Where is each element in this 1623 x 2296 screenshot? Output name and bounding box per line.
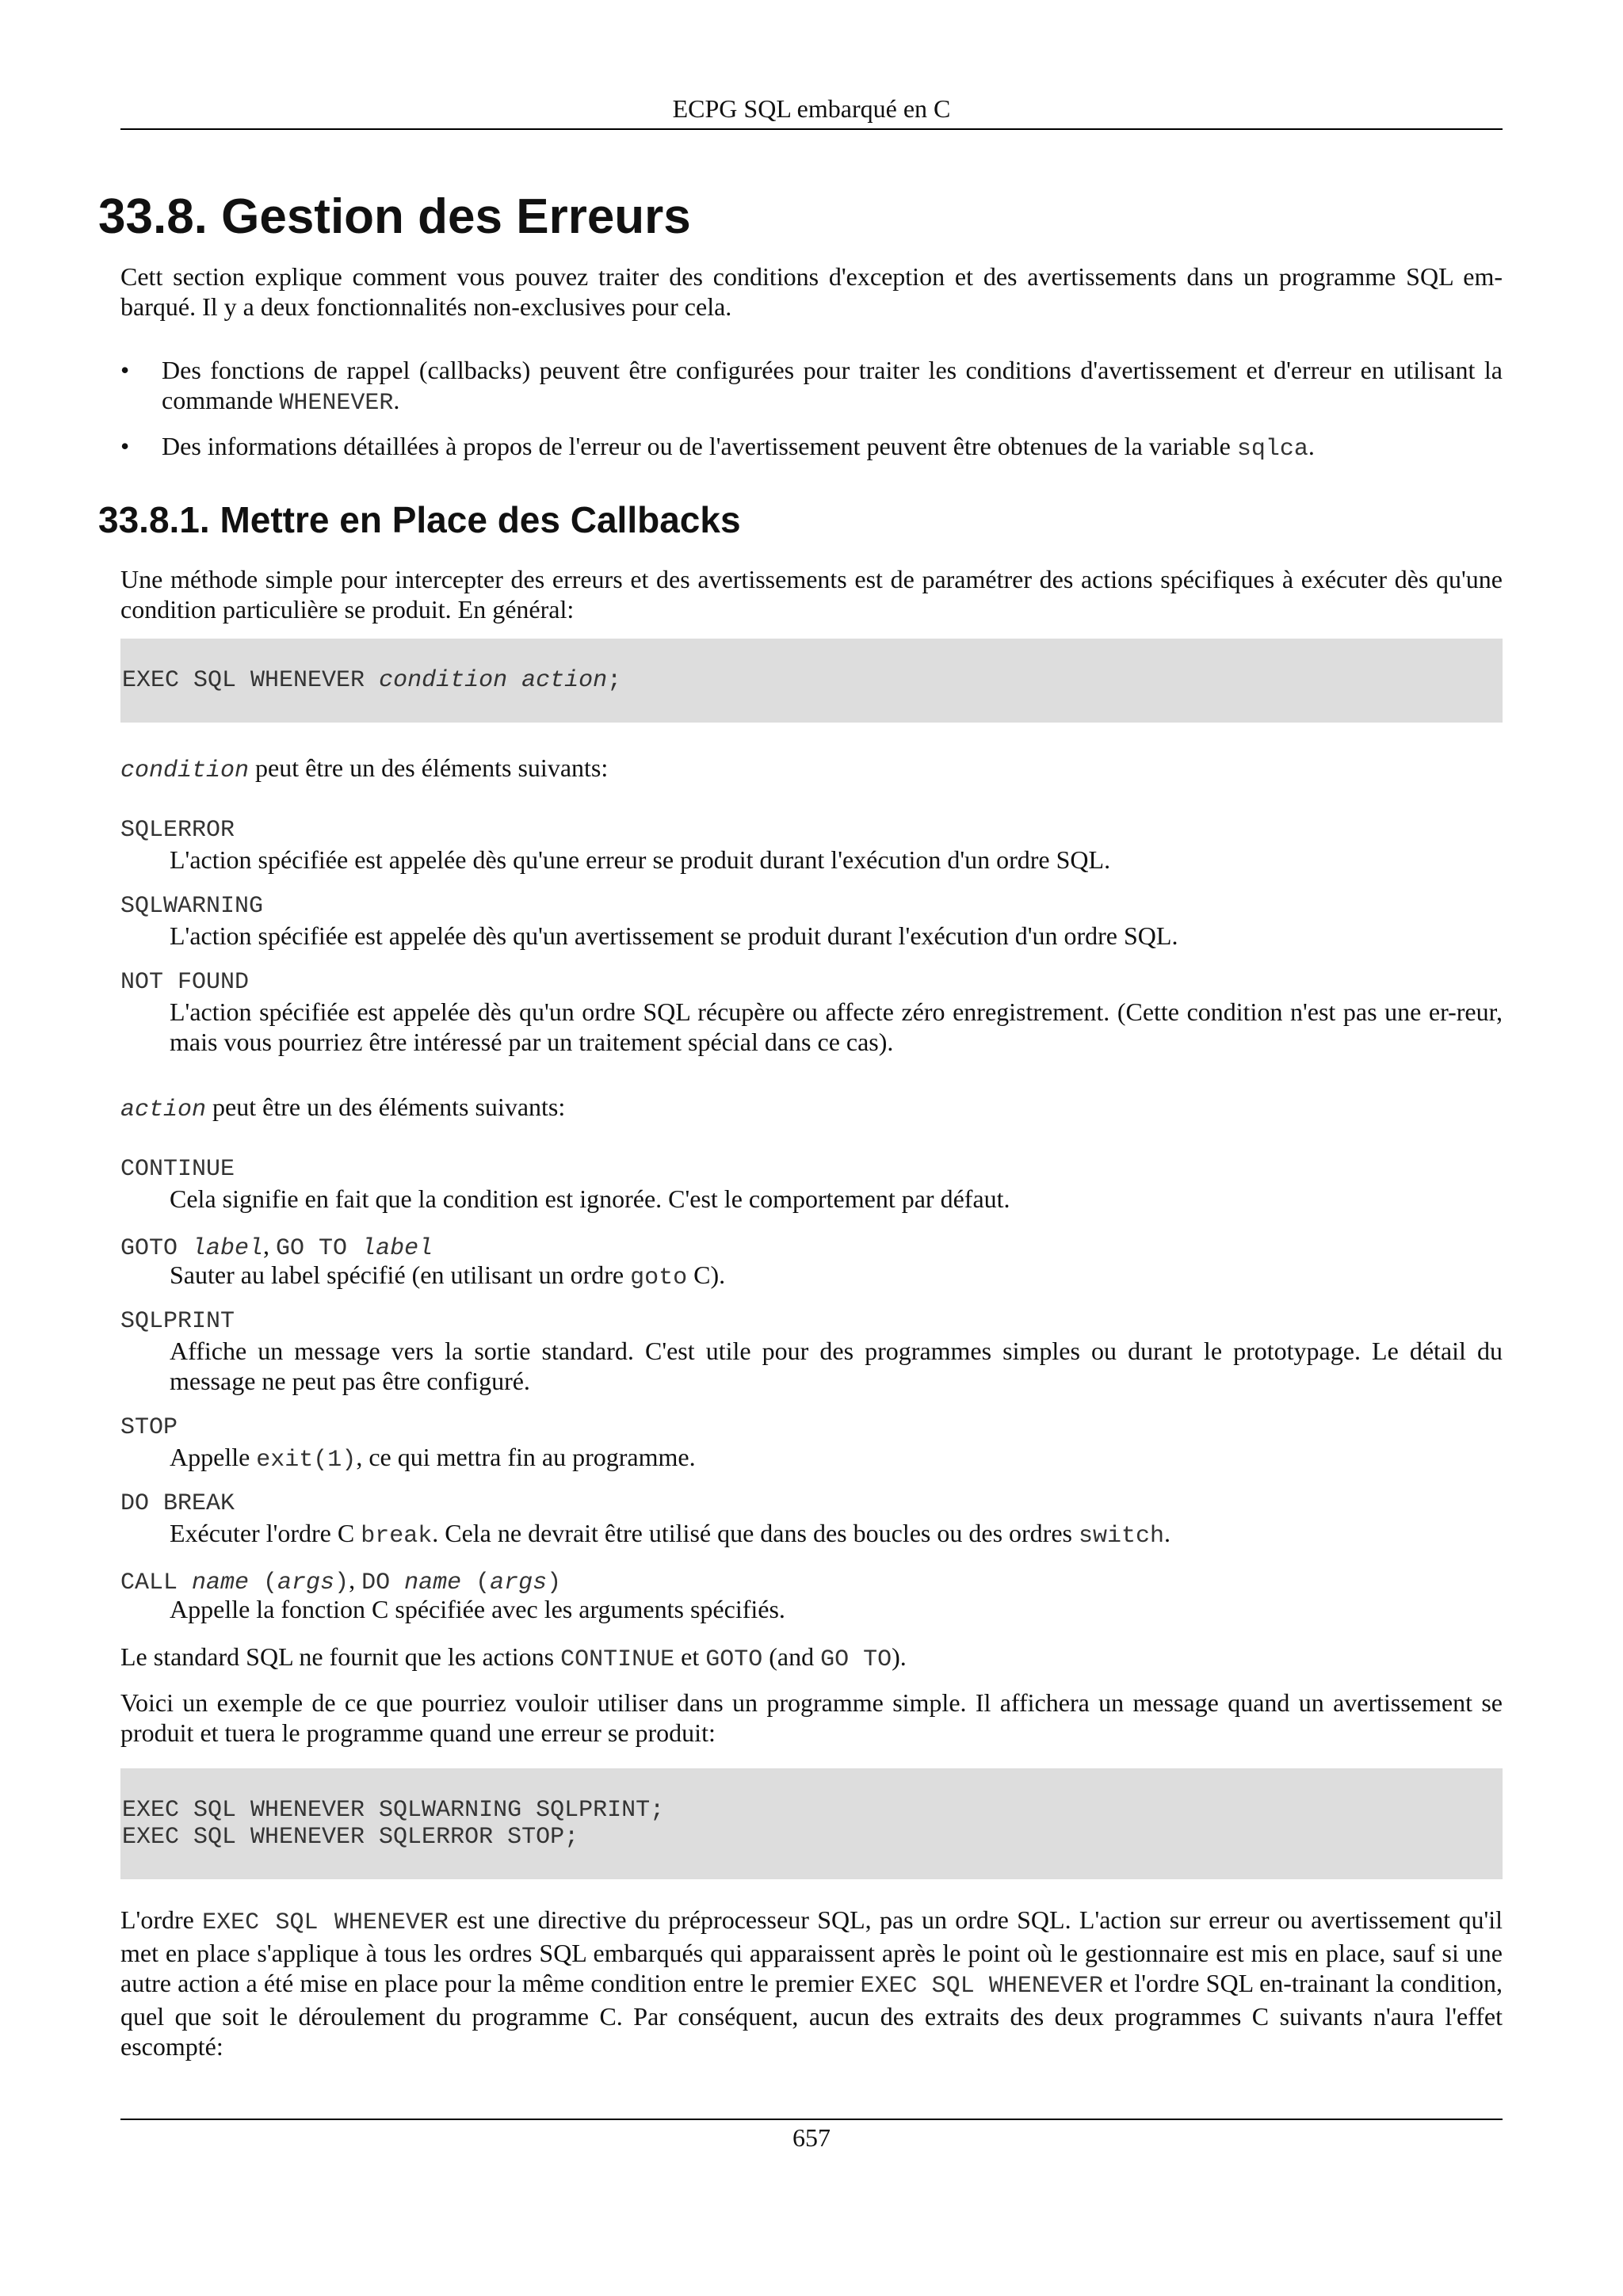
para-text: L'ordre (120, 1905, 203, 1934)
code-block-syntax (120, 639, 1503, 723)
bullet-item (120, 431, 1503, 464)
code-line: EXEC SQL WHENEVER SQLERROR STOP; (122, 1824, 579, 1851)
section-intro: Cett section explique comment vous pouvez traiter des conditions d'exception et des avertissements dans un programme SQL em-barqué. Il y a deux fonctionnalités non-exclusives pour cela. (120, 262, 1503, 321)
final-paragraph (120, 1905, 1503, 2061)
def-text: . Cela ne devrait être utilisé que dans des boucles ou des ordres (432, 1519, 1079, 1547)
definition-call: Appelle la fonction C spécifiée avec les arguments spécifiés. (170, 1595, 785, 1623)
code-text-end: ; (607, 667, 622, 694)
section-title: 33.8. Gestion des Erreurs (98, 189, 691, 244)
term-not-found: NOT FOUND (120, 969, 250, 996)
page-footer: 657 (120, 2119, 1503, 2153)
def-text-end: C). (687, 1261, 726, 1289)
inline-code: EXEC SQL WHENEVER (202, 1909, 449, 1936)
keyword: CALL (120, 1569, 193, 1596)
placeholder: args (490, 1569, 548, 1596)
def-text-end: . (1164, 1519, 1171, 1547)
separator: , (263, 1231, 277, 1260)
definition-continue: Cela signifie en fait que la condition est ignorée. C'est le comportement par défaut. (170, 1184, 1010, 1213)
placeholder: label (361, 1235, 433, 1262)
running-header: ECPG SQL embarqué en C (120, 93, 1503, 130)
code-block-example (120, 1768, 1503, 1879)
def-text: Appelle (170, 1443, 257, 1471)
placeholder: name (404, 1569, 462, 1596)
definition-sqlwarning: L'action spécifiée est appelée dès qu'un avertissement se produit durant l'exécution d'un ordre SQL. (170, 921, 1178, 950)
placeholder: name (192, 1569, 250, 1596)
definition-sqlprint: Affiche un message vers la sortie standard. C'est utile pour des programmes simples ou durant le prototypage. Le détail du message ne peut pas être configuré. (170, 1337, 1503, 1395)
code-placeholder: condition (379, 667, 508, 694)
intro-text: peut être un des éléments suivants: (206, 1093, 566, 1121)
definition-stop (170, 1442, 1503, 1475)
inline-code: WHENEVER (279, 390, 394, 417)
term-sqlerror: SQLERROR (120, 817, 235, 844)
para-text: est une directive du préprocesseur SQL, pas un ordre SQL. L'action sur erreur ou avertissement qu'il met en place s'applique à tous les ordres SQL embarqués qui apparaissent après le point où le gestionnaire est mis en place, sauf si une autre action a été mise en place pour la même condition entre le premier (120, 1905, 1503, 1997)
code-line: EXEC SQL WHENEVER SQLWARNING SQLPRINT; (122, 1797, 665, 1824)
keyword: DO (361, 1569, 405, 1596)
inline-code: GO TO (820, 1646, 892, 1673)
bullet-text: Des informations détaillées à propos de l'erreur ou de l'avertissement peuvent être obtenues de la variable (162, 432, 1237, 460)
definition-do-break (170, 1518, 1503, 1551)
term-condition: condition (120, 757, 250, 784)
inline-code: GOTO (705, 1646, 763, 1673)
action-intro (120, 1092, 1503, 1125)
def-text: Exécuter l'ordre C (170, 1519, 361, 1547)
term-do-break: DO BREAK (120, 1490, 235, 1517)
inline-code: exit(1) (256, 1447, 357, 1474)
inline-code: sqlca (1236, 436, 1308, 463)
note-text: (and (762, 1642, 821, 1671)
definition-sqlerror: L'action spécifiée est appelée dès qu'une erreur se produit durant l'exécution d'un ordre SQL. (170, 845, 1111, 874)
term-stop: STOP (120, 1414, 178, 1441)
note-text: et (674, 1642, 706, 1671)
placeholder: args (277, 1569, 335, 1596)
punct: ) (334, 1569, 349, 1596)
term-goto (120, 1231, 433, 1263)
inline-code: goto (630, 1264, 688, 1291)
subsection-intro: Une méthode simple pour intercepter des erreurs et des avertissements est de paramétrer des actions spécifiques à exécuter dès qu'une condition particulière se produit. En général: (120, 565, 1503, 624)
bullet-icon: • (120, 432, 130, 460)
inline-code: break (361, 1523, 433, 1550)
inline-code: EXEC SQL WHENEVER (860, 1973, 1103, 2000)
separator: , (349, 1566, 362, 1594)
punct: ( (249, 1569, 278, 1596)
term-sqlwarning: SQLWARNING (120, 893, 264, 920)
example-intro: Voici un exemple de ce que pourriez vouloir utiliser dans un programme simple. Il affichera un message quand un avertissement se produit et tuera le programme quand une erreur se produit: (120, 1688, 1503, 1747)
note-text: Le standard SQL ne fournit que les actions (120, 1642, 561, 1671)
term-action: action (120, 1097, 207, 1123)
term-sqlprint: SQLPRINT (120, 1308, 235, 1335)
intro-text: peut être un des éléments suivants: (249, 753, 609, 782)
term-call (120, 1566, 561, 1597)
bullet-icon: • (120, 356, 130, 384)
condition-intro (120, 753, 1503, 786)
code-space (507, 667, 521, 694)
definition-goto (170, 1260, 1503, 1293)
bullet-item (120, 355, 1503, 418)
keyword: GO TO (276, 1235, 362, 1262)
term-continue: CONTINUE (120, 1156, 235, 1183)
definition-not-found: L'action spécifiée est appelée dès qu'un ordre SQL récupère ou affecte zéro enregistrement. (Cette condition n'est pas une er-reur, mais vous pourriez être intéressé par un traitement spécial dans ce cas). (170, 997, 1503, 1056)
code-placeholder: action (521, 667, 608, 694)
punct: ) (547, 1569, 562, 1596)
placeholder: label (192, 1235, 264, 1262)
note-text-end: ). (892, 1642, 907, 1671)
inline-code: CONTINUE (560, 1646, 675, 1673)
def-text-end: , ce qui mettra fin au programme. (356, 1443, 696, 1471)
bullet-text-end: . (1308, 432, 1315, 460)
bullet-text: Des fonctions de rappel (callbacks) peuvent être configurées pour traiter les conditions d'avertissement et d'erreur en utilisant la commande (162, 356, 1503, 414)
def-text: Sauter au label spécifié (en utilisant un ordre (170, 1261, 631, 1289)
code-text: EXEC SQL WHENEVER (122, 667, 380, 694)
inline-code: switch (1078, 1523, 1165, 1550)
punct: ( (461, 1569, 491, 1596)
standard-note (120, 1642, 1503, 1675)
bullet-text-end: . (393, 386, 400, 414)
subsection-title: 33.8.1. Mettre en Place des Callbacks (98, 499, 741, 540)
para-text: et l'ordre SQL en-trainant la condition, quel que soit le déroulement du programme C. Par conséquent, aucun des extraits des deux programmes C suivants n'aura l'effet escompté: (120, 1969, 1503, 2061)
keyword: GOTO (120, 1235, 193, 1262)
